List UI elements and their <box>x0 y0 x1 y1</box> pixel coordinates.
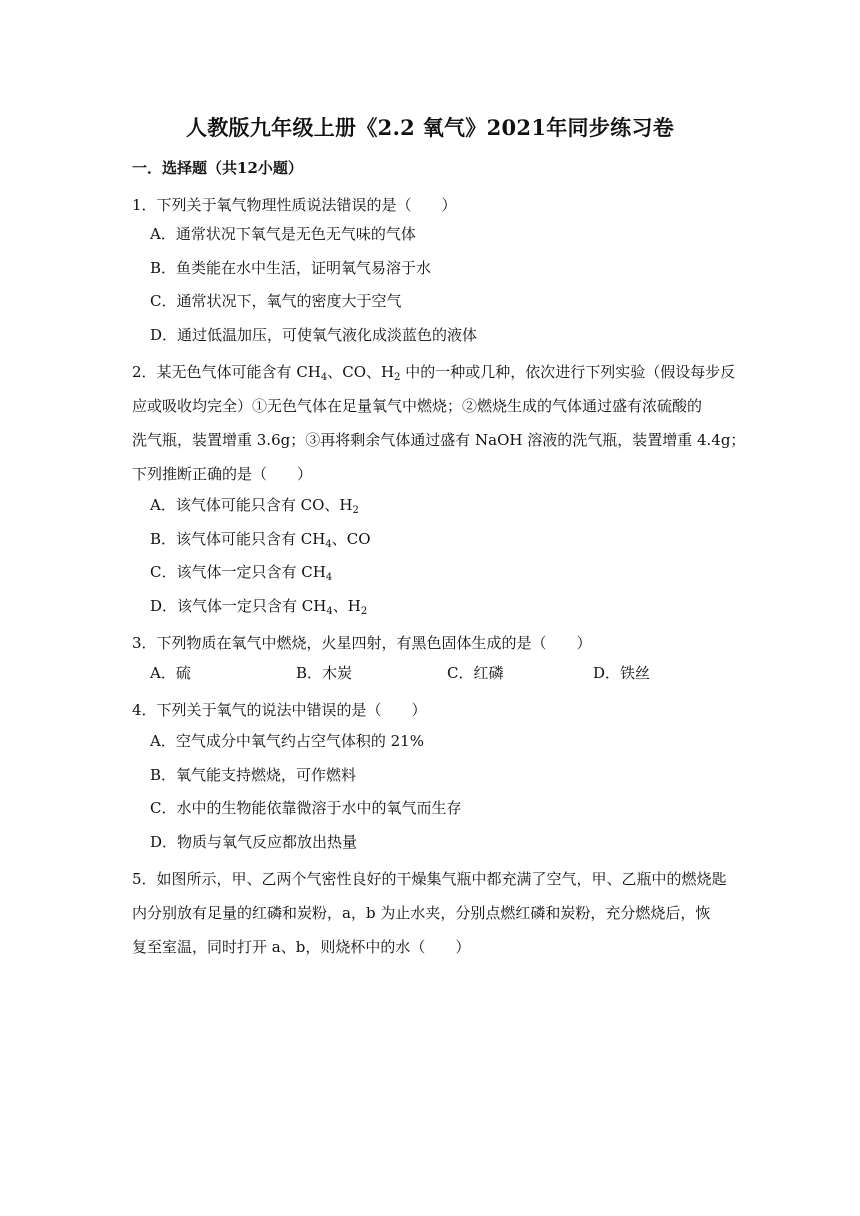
question-4-option-d[interactable]: D．物质与氧气反应都放出热量 <box>150 833 358 851</box>
page-title: 人教版九年级上册《2.2 氧气》2021年同步练习卷 <box>185 115 675 140</box>
question-5-stem: 5．如图所示，甲、乙两个气密性良好的干燥集气瓶中都充满了空气，甲、乙瓶中的燃烧匙 内分别放有足量的红磷和炭粉，a，b 为止水夹，分别点燃红磷和炭粉，充分燃烧后，恢 复至室温，同时打开 a、b，则烧杯中的水（ ） <box>132 870 727 956</box>
section-heading: 一．选择题（共12小题） <box>132 159 303 177</box>
question-3-stem: 3．下列物质在氧气中燃烧，火星四射，有黑色固体生成的是（ ） <box>132 634 592 652</box>
question-1-option-b[interactable]: B．鱼类能在水中生活，证明氧气易溶于水 <box>150 259 432 277</box>
question-1-stem: 1．下列关于氧气物理性质说法错误的是（ ） <box>132 196 457 214</box>
question-3-option-d[interactable]: D．铁丝 <box>593 664 651 682</box>
question-3-option-b[interactable]: B．木炭 <box>296 664 353 682</box>
question-4-option-b[interactable]: B．氧气能支持燃烧，可作燃料 <box>150 766 357 784</box>
question-4-option-a[interactable]: A．空气成分中氧气约占空气体积的 21% <box>150 732 424 750</box>
question-3-option-c[interactable]: C．红磷 <box>447 664 504 682</box>
question-2-option-a[interactable]: A．该气体可能只含有 CO、$H_2$ <box>150 496 359 516</box>
question-4-stem: 4．下列关于氧气的说法中错误的是（ ） <box>132 701 427 719</box>
question-3-option-a[interactable]: A．硫 <box>150 664 191 682</box>
question-2-option-d[interactable]: D．该气体一定只含有 $CH_4$、$H_2$ <box>150 597 368 617</box>
question-4-option-c[interactable]: C．水中的生物能依靠微溶于水中的氧气而生存 <box>150 799 462 817</box>
question-2-stem: 2．某无色气体可能含有 $CH_4$、CO、$H_2$ 中的一种或几种，依次进行下列实验（假设每步反 应或吸收均完全）①无色气体在足量氧气中燃烧；②燃烧生成的气体通过盛有浓硫酸的 洗气瓶，装置增重 3.6g；③再将剩余气体通过盛有 NaOH 溶液的洗气瓶，装置增重 4.4g； 下列推断正确的是（ ） <box>132 363 746 483</box>
question-1-option-d[interactable]: D．通过低温加压，可使氧气液化成淡蓝色的液体 <box>150 326 478 344</box>
question-1-option-c[interactable]: C．通常状况下，氧气的密度大于空气 <box>150 292 402 310</box>
question-1-option-a[interactable]: A．通常状况下氧气是无色无气味的气体 <box>150 225 416 243</box>
question-2-option-b[interactable]: B．该气体可能只含有 $CH_4$、CO <box>150 530 371 550</box>
question-2-option-c[interactable]: C．该气体一定只含有 $CH_4$ <box>150 563 333 583</box>
